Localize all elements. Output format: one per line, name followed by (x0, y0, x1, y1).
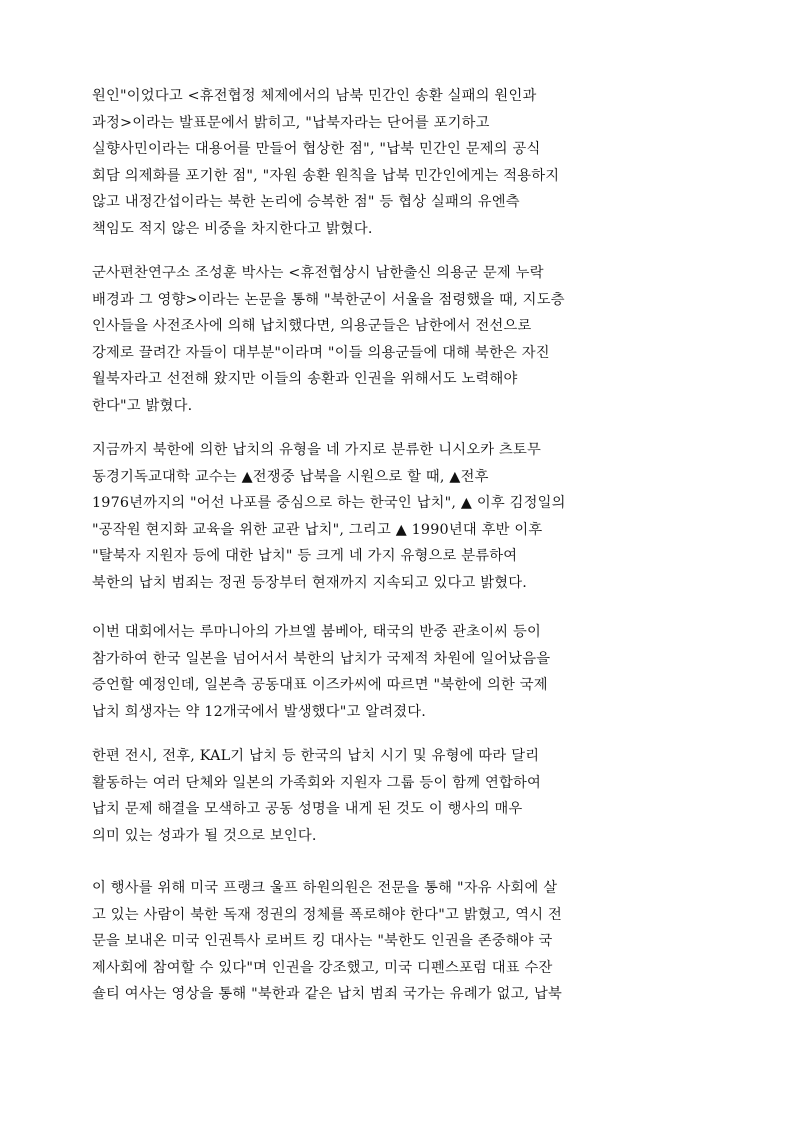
text-line: 활동하는 여러 단체와 일본의 가족회와 지원자 그룹 등이 함께 연합하여 (92, 774, 542, 791)
text-line: 의미 있는 성과가 될 것으로 보인다. (92, 827, 317, 844)
text-line: 배경과 그 영향>이라는 논문을 통해 "북한군이 서울을 점령했을 때, 지도층 (92, 291, 565, 308)
text-line: 이번 대회에서는 루마니아의 가브엘 붐베아, 태국의 반중 관초이씨 등이 (92, 624, 542, 640)
text-line: 이 행사를 위해 미국 프랭크 울프 하원의원은 전문을 통해 "자유 사회에 살 (92, 880, 558, 896)
text-line: 증언할 예정인데, 일본측 공동대표 이즈카씨에 따르면 "북한에 의한 국제 (92, 677, 548, 693)
text-line: 강제로 끌려간 자들이 대부분"이라며 "이들 의용군들에 대해 북한은 자진 (92, 344, 550, 361)
text-line: 회담 의제화를 포기한 점", "자원 송환 원칙을 납북 민간인에게는 적용하지 (92, 167, 560, 184)
text-line: 참가하여 한국 일본을 넘어서서 북한의 납치가 국제적 차원에 일어났음을 (92, 650, 551, 667)
text-line: 동경기독교대학 교수는 ▲전쟁중 납북을 시원으로 할 때, ▲전후 (92, 468, 489, 485)
text-line: 납치 문제 해결을 모색하고 공동 성명을 내게 된 것도 이 행사의 매우 (92, 801, 523, 817)
text-line: 인사들을 사전조사에 의해 납치했다면, 의용군들은 남한에서 전선으로 (92, 318, 532, 334)
text-line: 제사회에 참여할 수 있다"며 인권을 강조했고, 미국 디펜스포럼 대표 수잔 (92, 959, 553, 976)
text-line: 군사편찬연구소 조성훈 박사는 <휴전협상시 남한출신 의용군 문제 누락 (92, 265, 544, 281)
text-line: 지금까지 북한에 의한 납치의 유형을 네 가지로 분류한 니시오카 츠토무 (92, 442, 542, 458)
text-line: 북한의 납치 범죄는 정권 등장부터 현재까지 지속되고 있다고 밝혔다. (92, 574, 528, 591)
paragraph-4 (92, 619, 550, 725)
text-line: 고 있는 사람이 북한 독재 정권의 정체를 폭로해야 한다"고 밝혔고, 역시 전 (92, 906, 563, 923)
text-line: 월북자라고 선전해 왔지만 이들의 송환과 인권을 위해서도 노력해야 (92, 371, 518, 387)
text-line: "공작원 현지화 교육을 위한 교관 납치", 그리고 ▲ 1990년대 후반 이후 (92, 521, 543, 538)
paragraph-3 (92, 437, 566, 596)
paragraph-5 (92, 743, 541, 849)
text-line: 않고 내정간섭이라는 북한 논리에 승복한 점" 등 협상 실패의 유엔측 (92, 194, 520, 210)
text-line: 과정>이라는 발표문에서 밝히고, "납북자라는 단어를 포기하고 (92, 114, 490, 131)
paragraph-1 (92, 83, 559, 242)
paragraph-2 (92, 260, 565, 419)
text-line: 1976년까지의 "어선 나포를 중심으로 하는 한국인 납치", ▲ 이후 김정일의 (92, 495, 566, 511)
text-line: 납치 희생자는 약 12개국에서 발생했다"고 알려졌다. (92, 703, 427, 720)
text-line: 한편 전시, 전후, KAL기 납치 등 한국의 납치 시기 및 유형에 따라 달리 (92, 748, 540, 764)
text-line: 문을 보내온 미국 인권특사 로버트 킹 대사는 "북한도 인권을 존중해야 국 (92, 933, 553, 949)
text-line: "탈북자 지원자 등에 대한 납치" 등 크게 네 가지 유형으로 분류하여 (92, 548, 518, 564)
text-line: 원인"이었다고 <휴전협정 체제에서의 남북 민간인 송환 실패의 원인과 (92, 88, 537, 104)
text-line: 책임도 적지 않은 비중을 차지한다고 밝혔다. (92, 220, 373, 237)
text-line: 한다"고 밝혔다. (92, 397, 193, 414)
paragraph-6 (92, 875, 562, 1008)
text-line: 숄티 여사는 영상을 통해 "북한과 같은 납치 범죄 국가는 유례가 없고, 납북 (92, 986, 563, 1002)
text-line: 실향사민이라는 대용어를 만들어 협상한 점", "납북 민간인 문제의 공식 (92, 141, 541, 157)
